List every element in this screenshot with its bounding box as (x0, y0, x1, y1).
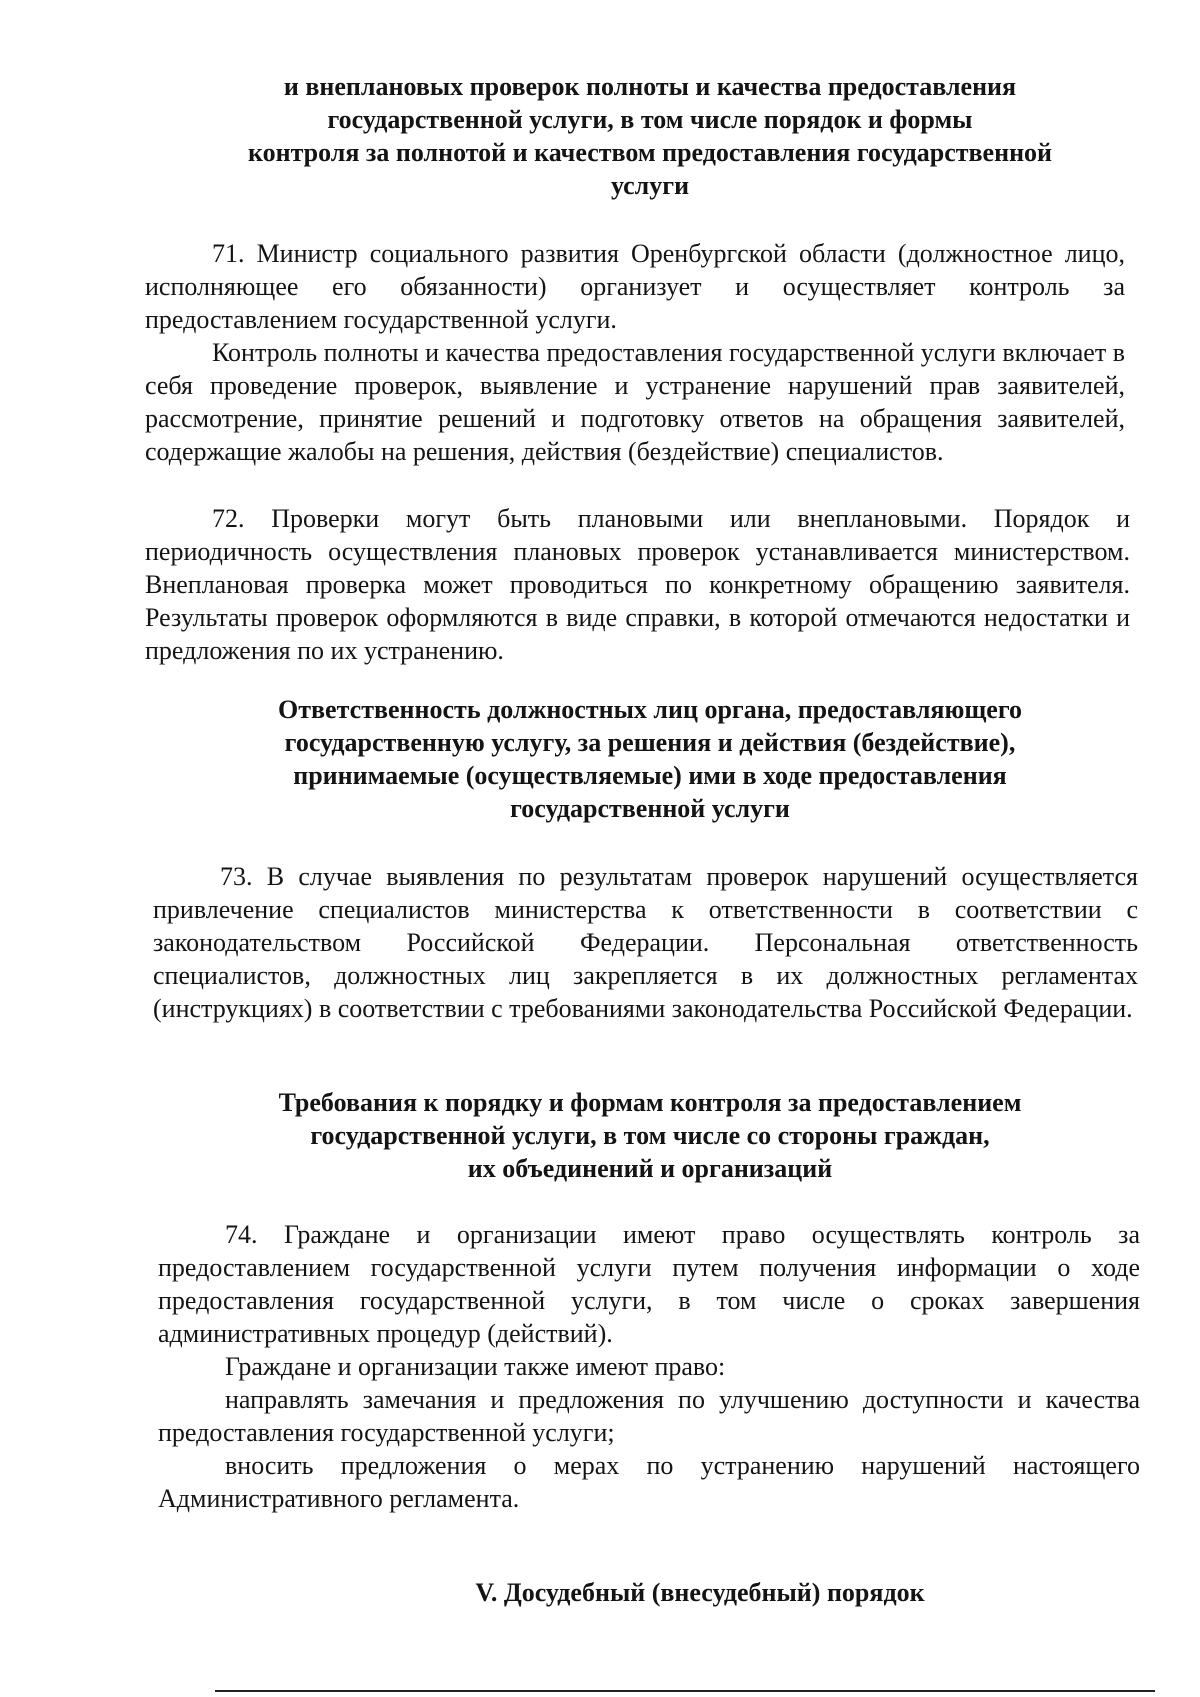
heading-line: и внеплановых проверок полноты и качества предоставления (283, 72, 1017, 101)
heading-line: государственной услуги, в том числе со стороны граждан, (310, 1121, 990, 1150)
paragraph-74-proposals: вносить предложения о мерах по устранению нарушений настоящего Административного регламента. (158, 1451, 1140, 1513)
heading-line: государственной услуги, в том числе порядок и формы (327, 105, 973, 134)
paragraph-71: 71. Министр социального развития Оренбургской области (должностное лицо, исполняющее его обязанности) организует и осуществляет контроль за предоставлением государственной услуги. (145, 239, 1125, 334)
heading-line: их объединений и организаций (467, 1154, 833, 1183)
heading-line: принимаемые (осуществляемые) ими в ходе предоставления (293, 761, 1007, 790)
heading-line: государственной услуги (510, 794, 790, 823)
paragraph-71-control: Контроль полноты и качества предоставления государственной услуги включает в себя проведение проверок, выявление и устранение нарушений прав заявителей, рассмотрение, принятие решений и подготовку ответов на обращения заявителей, содержащие жалобы на решения, действия (бездействие) специалистов. (145, 338, 1125, 466)
section-heading-control (150, 70, 1150, 202)
paragraph-74-rights: Граждане и организации также имеют право: (225, 1352, 726, 1381)
section-heading-v: V. Досудебный (внесудебный) порядок (475, 1578, 925, 1607)
heading-line: Ответственность должностных лиц органа, предоставляющего (278, 695, 1022, 724)
section-heading-responsibility (150, 693, 1150, 825)
paragraph-72: 72. Проверки могут быть плановыми или внеплановыми. Порядок и периодичность осуществления плановых проверок устанавливается министерством. Внеплановая проверка может проводиться по конкретному обращению заявителя. Результаты проверок оформляются в виде справки, в которой отмечаются недостатки и предложения по их устранению. (145, 504, 1130, 665)
paragraph-73: 73. В случае выявления по результатам проверок нарушений осуществляется привлечение специалистов министерства к ответственности в соответствии с законодательством Российской Федерации. Персональная ответственность специалистов, должностных лиц закрепляется в их должностных регламентах (инструкциях) в соответствии с требованиями законодательства Российской Федерации. (153, 862, 1138, 1023)
heading-line: государственную услугу, за решения и действия (бездействие), (284, 728, 1016, 757)
heading-line: услуги (610, 171, 690, 200)
heading-line: контроля за полнотой и качеством предоставления государственной (247, 138, 1053, 167)
section-heading-requirements (150, 1086, 1150, 1185)
paragraph-74: 74. Граждане и организации имеют право осуществлять контроль за предоставлением государственной услуги путем получения информации о ходе предоставления государственной услуги, в том числе о сроках завершения административных процедур (действий). (158, 1220, 1140, 1348)
bottom-divider (215, 1690, 1155, 1692)
paragraph-74-remarks: направлять замечания и предложения по улучшению доступности и качества предоставления государственной услуги; (158, 1385, 1140, 1447)
heading-line: Требования к порядку и формам контроля за предоставлением (278, 1088, 1022, 1117)
